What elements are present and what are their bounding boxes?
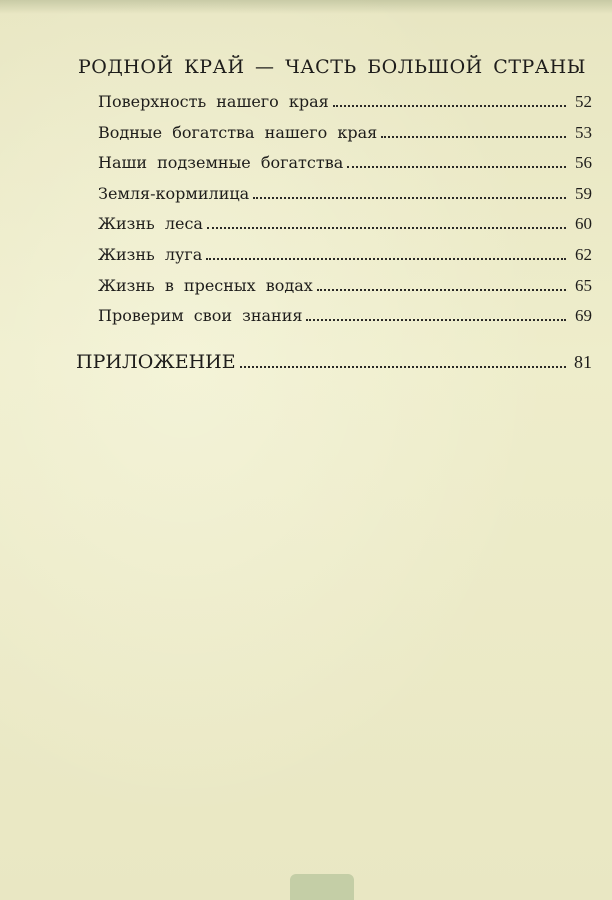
dot-leader: [240, 366, 566, 368]
dot-leader: [306, 319, 566, 321]
toc-entry[interactable]: [98, 123, 592, 154]
appendix-page-number: 81: [574, 352, 592, 372]
entry-title: Земля-кормилица: [98, 183, 250, 203]
toc-entry[interactable]: [98, 184, 592, 215]
entry-page-number: 65: [575, 275, 592, 295]
entry-page-number: 60: [575, 214, 592, 234]
dot-leader: [253, 197, 566, 199]
entry-title: Наши подземные богатства: [98, 153, 344, 173]
appendix-entry[interactable]: [76, 351, 592, 373]
entry-title: Жизнь в пресных водах: [98, 275, 313, 295]
entry-page-number: 59: [575, 183, 592, 203]
entry-page-number: 62: [575, 244, 592, 264]
entry-title: Поверхность нашего края: [98, 92, 329, 111]
toc-entry[interactable]: [98, 306, 592, 337]
entry-title: Жизнь луга: [98, 244, 203, 264]
page-edge-tab: [290, 874, 354, 900]
dot-leader: [207, 227, 566, 229]
dot-leader: [333, 105, 566, 107]
entry-page-number: 52: [575, 92, 592, 111]
dot-leader: [381, 136, 566, 138]
toc-entry[interactable]: [98, 214, 592, 245]
entry-page-number: 69: [575, 306, 592, 326]
toc-entry[interactable]: [98, 245, 592, 276]
toc-entry[interactable]: [98, 276, 592, 307]
entry-title: Жизнь леса: [98, 214, 203, 234]
entry-page-number: 53: [575, 122, 592, 142]
dot-leader: [347, 166, 566, 168]
entry-page-number: 56: [575, 153, 592, 173]
toc-entry[interactable]: [98, 92, 592, 123]
appendix-title: ПРИЛОЖЕНИЕ: [76, 351, 236, 373]
entry-title: Проверим свои знания: [98, 306, 303, 326]
entry-title: Водные богатства нашего края: [98, 122, 378, 142]
page-top-shadow: [0, 0, 612, 14]
dot-leader: [206, 258, 566, 260]
section-title: РОДНОЙ КРАЙ — ЧАСТЬ БОЛЬШОЙ СТРАНЫ: [78, 56, 586, 78]
toc-entry[interactable]: [98, 153, 592, 184]
toc-list: [98, 92, 592, 337]
dot-leader: [317, 289, 566, 291]
